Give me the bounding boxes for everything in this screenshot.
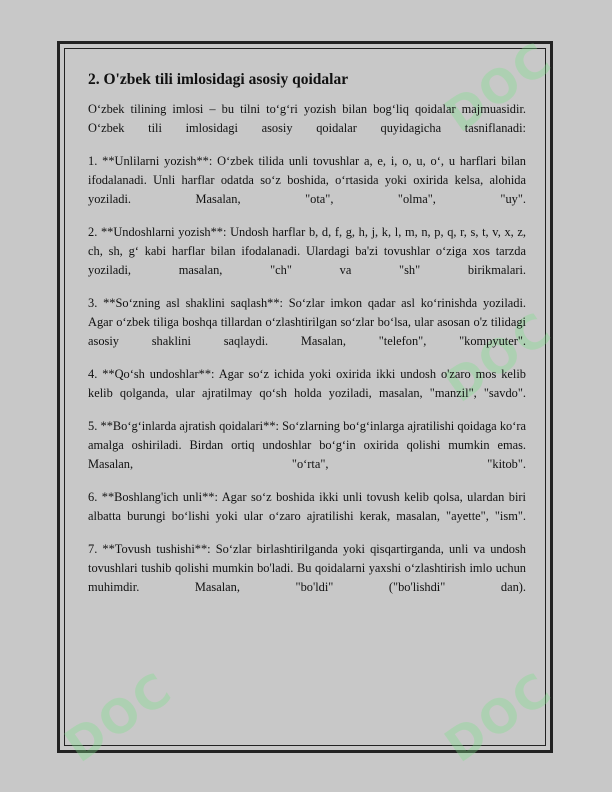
rule-item-3: 3. **So‘zning asl shaklini saqlash**: So‘zlar imkon qadar asl ko‘rinishda yoziladi. Agar o‘zbek tiliga boshqa tillardan o‘zlashtirilgan so‘zlar bo‘lsa, ular asosan o'z tilidagi asosiy shaklini saqlaydi. Masalan, "telefon", "kompyuter". <box>88 296 526 348</box>
rule-item-4: 4. **Qo‘sh undoshlar**: Agar so‘z ichida yoki oxirida ikki undosh o'zaro mos kelib kelib qolganda, ular ajratilmay qo‘sh holda yoziladi, masalan, "manzil", "savdo". <box>88 367 526 400</box>
rule-item-1: 1. **Unlilarni yozish**: O‘zbek tilida unli tovushlar a, e, i, o, u, o‘, u harflari bilan ifodalanadi. Unli harflar odatda so‘z boshida, o‘rtasida yoki oxirida kelsa, alohida yoziladi. Masalan, "ota", "olma", "uy". <box>88 154 526 206</box>
rule-item-6: 6. **Boshlang'ich unli**: Agar so‘z boshida ikki unli tovush kelib qolsa, ulardan biri albatta burungi bo‘lishi yoki ular o‘zaro ajratilishi kerak, masalan, "ayette", "ism". <box>88 490 526 523</box>
intro-paragraph: O‘zbek tilining imlosi – bu tilni to‘g‘ri yozish bilan bog‘liq qoidalar majmuasidir. O‘zbek tili imlosidagi asosiy qoidalar quyidagicha tasniflanadi: <box>88 102 526 135</box>
rule-item-5: 5. **Bo‘g‘inlarda ajratish qoidalari**: So‘zlarning bo‘g‘inlarga ajratilishi qoidaga ko‘ra amalga oshiriladi. Birdan ortiq undoshlar bo‘g‘in oxirida qolishi mumkin emas. Masalan, "o‘rta", "kitob". <box>88 419 526 471</box>
watermark-logo: DOC <box>435 31 562 143</box>
watermark-logo: DOC <box>435 661 562 773</box>
watermark-logo: DOC <box>435 301 562 413</box>
watermark-logo: DOC <box>55 661 182 773</box>
section-heading: 2. O'zbek tili imlosidagi asosiy qoidalar <box>88 71 349 88</box>
rule-item-7: 7. **Tovush tushishi**: So‘zlar birlashtirilganda yoki qisqartirganda, unli va undosh tovushlari tushib qolishi mumkin bo'ladi. Bu qoidalarni yaxshi o‘zlashtirish imlo uchun muhimdir. Masalan, "bo'ldi" ("bo'lishdi" dan). <box>88 542 526 594</box>
document-body <box>88 70 526 597</box>
rule-item-2: 2. **Undoshlarni yozish**: Undosh harflar b, d, f, g, h, j, k, l, m, n, p, q, r, s, t, v, x, z, ch, sh, g‘ kabi harflar bilan ifodalanadi. Ulardagi ba'zi tovushlar o‘ziga xos tarzda yoziladi, masalan, "ch" va "sh" birikmalari. <box>88 225 526 277</box>
